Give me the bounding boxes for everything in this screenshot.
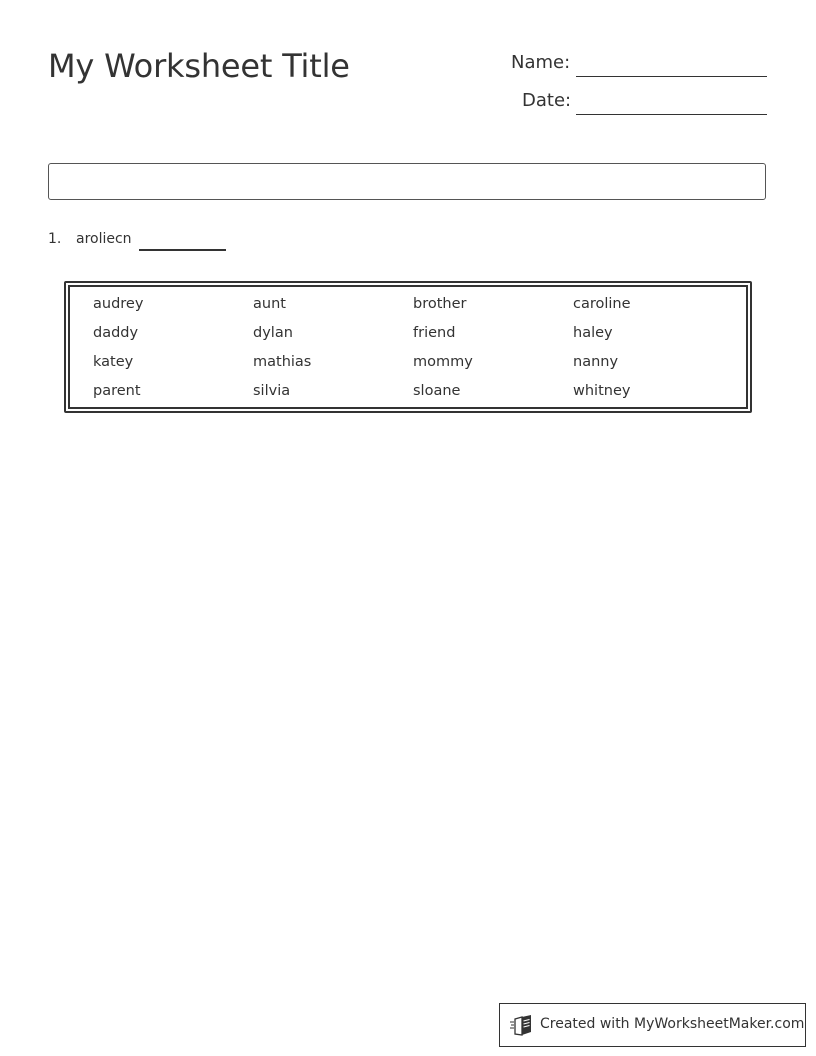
name-label: Name: (511, 52, 571, 73)
word-bank-item: daddy (93, 325, 139, 341)
word-bank-item: whitney (573, 383, 631, 399)
word-bank-item: brother (413, 296, 467, 312)
question-item (48, 231, 132, 247)
book-icon (510, 1014, 534, 1036)
instructions-box (48, 163, 766, 200)
footer-text: Created with MyWorksheetMaker.com (540, 1016, 805, 1032)
word-bank-item: katey (93, 354, 134, 370)
word-bank-item: parent (93, 383, 141, 399)
footer-badge[interactable] (499, 1003, 806, 1047)
word-bank-item: silvia (253, 383, 291, 399)
word-bank-inner (68, 285, 748, 409)
word-bank-item: caroline (573, 296, 631, 312)
answer-line[interactable] (139, 249, 226, 251)
word-bank-item: dylan (253, 325, 293, 341)
word-bank-item: mommy (413, 354, 473, 370)
scrambled-word: aroliecn (76, 231, 132, 247)
question-number: 1. (48, 231, 62, 247)
word-bank-item: sloane (413, 383, 461, 399)
date-field-line[interactable] (576, 114, 767, 115)
worksheet-title: My Worksheet Title (48, 47, 350, 85)
name-field-line[interactable] (576, 76, 767, 77)
word-bank-item: haley (573, 325, 613, 341)
word-bank-item: friend (413, 325, 456, 341)
word-bank-item: audrey (93, 296, 144, 312)
word-bank (64, 281, 752, 413)
word-bank-item: mathias (253, 354, 312, 370)
word-bank-item: nanny (573, 354, 619, 370)
word-bank-item: aunt (253, 296, 286, 312)
date-label: Date: (522, 90, 572, 111)
